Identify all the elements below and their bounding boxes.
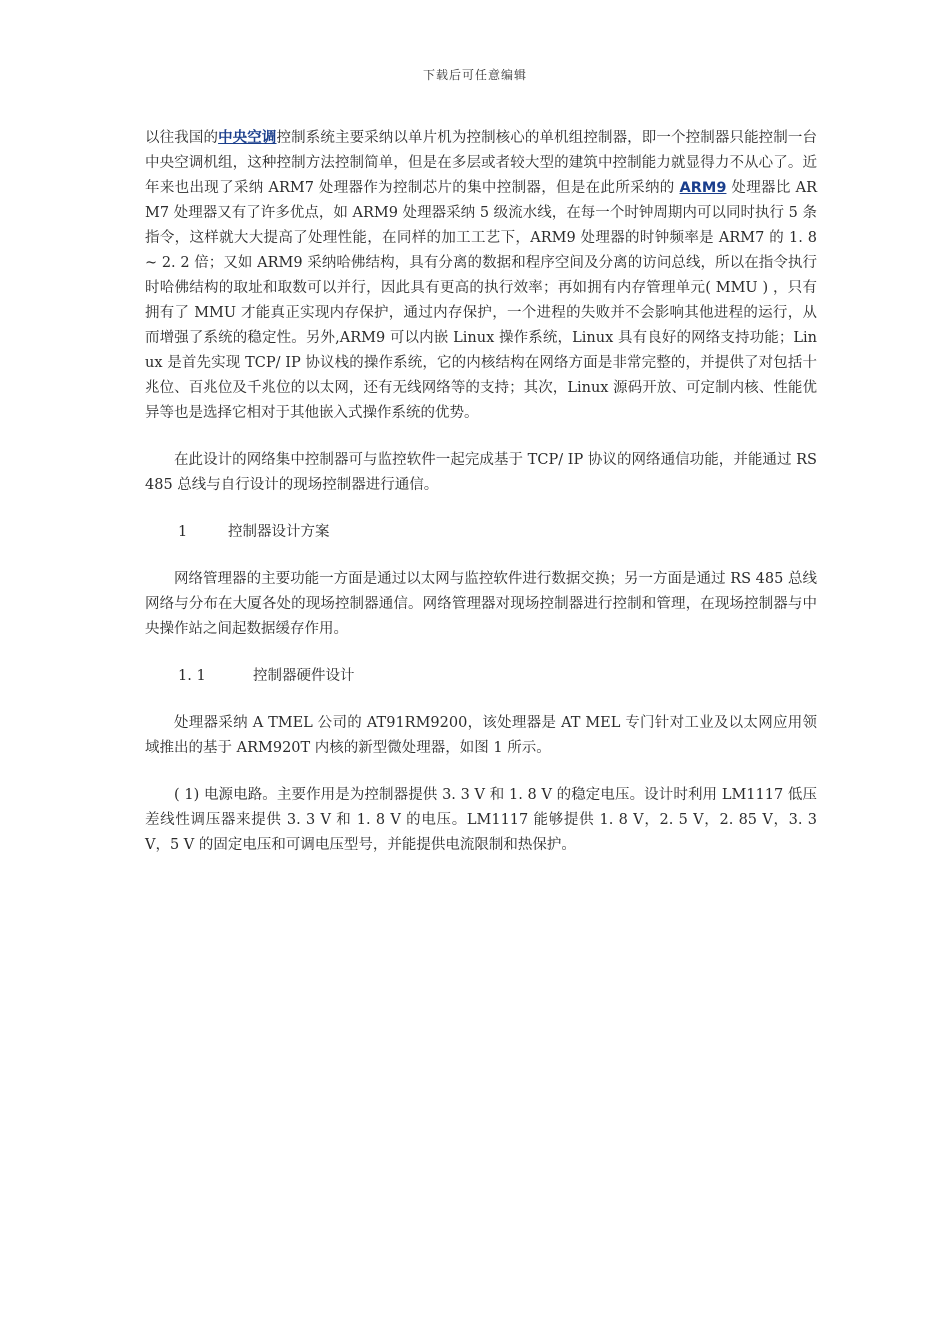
intro-text-end: 处理器比 ARM7 处理器又有了许多优点，如 ARM9 处理器采纳 5 级流水线，在每一个时钟周期内可以同时执行 5 条指令，这样就大大提高了处理性能，在同样的加工工艺下，ARM9 处理器的时钟频率是 ARM7 的 1. 8 ~ 2. 2 倍；又如 ARM9 采纳哈佛结构，具有分离的数据和程序空间及分离的访问总线，所以在指令执行时哈佛结构的取址和取数可以并行，因此具有更高的执行效率；再如拥有内存管理单元( MMU ) ，只有拥有了 MMU 才能真正实现内存保护，通过内存保护，一个进程的失败并不会影响其他进程的运行，从而增强了系统的稳定性。另外,ARM9 可以内嵌 Linux 操作系统，Linux 具有良好的网络支持功能；Linux 是首先实现 TCP/ IP 协议栈的操作系统，它的内核结构在网络方面是非常完整的，并提供了对包括十兆位、百兆位及千兆位的以太网，还有无线网络等的支持；其次，Linux 源码开放、可定制内核、性能优异等也是选择它相对于其他嵌入式操作系统的优势。 bbox=[145, 180, 817, 421]
paragraph-processor: 处理器采纳 A TMEL 公司的 AT91RM9200，该处理器是 AT MEL 专门针对工业及以太网应用领域推出的基于 ARM920T 内核的新型微处理器，如图 1 所示。 bbox=[145, 715, 817, 756]
section-heading-1-1 bbox=[145, 664, 817, 689]
intro-text-middle: 控制系统主要采纳以单片机为控制核心的单机组控制器，即一个控制器只能控制一台中央空调机组，这种控制方法控制简单，但是在多层或者较大型的建筑中控制能力就显得力不从心了。近年来也出现了采纳 ARM7 处理器作为控制芯片的集中控制器，但是在此所采纳的 bbox=[145, 130, 818, 196]
paragraph-power-circuit: ( 1) 电源电路。主要作用是为控制器提供 3. 3 V 和 1. 8 V 的稳定电压。设计时利用 LM1117 低压差线性调压器来提供 3. 3 V 和 1. 8 V 的电压。LM1117 能够提供 1. 8 V，2. 5 V，2. 85 V，3. 3 V，5 V 的固定电压和可调电压型号，并能提供电流限制和热保护。 bbox=[145, 787, 818, 853]
paragraph-gap bbox=[145, 761, 817, 783]
section-heading-1 bbox=[145, 520, 817, 545]
paragraph-network-manager: 网络管理器的主要功能一方面是通过以太网与监控软件进行数据交换；另一方面是通过 RS 485 总线网络与分布在大厦各处的现场控制器通信。网络管理器对现场控制器进行控制和管理，在现场控制器与中央操作站之间起数据缓存作用。 bbox=[145, 571, 817, 637]
link-arm9[interactable]: ARM9 bbox=[679, 180, 727, 196]
document-body bbox=[145, 126, 817, 858]
section-number: 1. 1 bbox=[178, 668, 206, 684]
paragraph-network-controller: 在此设计的网络集中控制器可与监控软件一起完成基于 TCP/ IP 协议的网络通信功能，并能通过 RS 485 总线与自行设计的现场控制器进行通信。 bbox=[145, 452, 817, 493]
section-title: 控制器硬件设计 bbox=[253, 668, 355, 684]
paragraph-gap bbox=[145, 498, 817, 520]
page-header-note: 下载后可任意编辑 bbox=[422, 68, 527, 82]
section-title: 控制器设计方案 bbox=[228, 524, 330, 540]
paragraph-gap bbox=[145, 642, 817, 664]
intro-text-start: 以往我国的 bbox=[145, 130, 219, 146]
paragraph-gap bbox=[145, 545, 817, 567]
paragraph-gap bbox=[145, 689, 817, 711]
section-number: 1 bbox=[178, 524, 188, 540]
paragraph-intro bbox=[145, 126, 817, 426]
paragraph-gap bbox=[145, 426, 817, 448]
link-central-air-conditioning[interactable]: 中央空调 bbox=[218, 130, 277, 146]
